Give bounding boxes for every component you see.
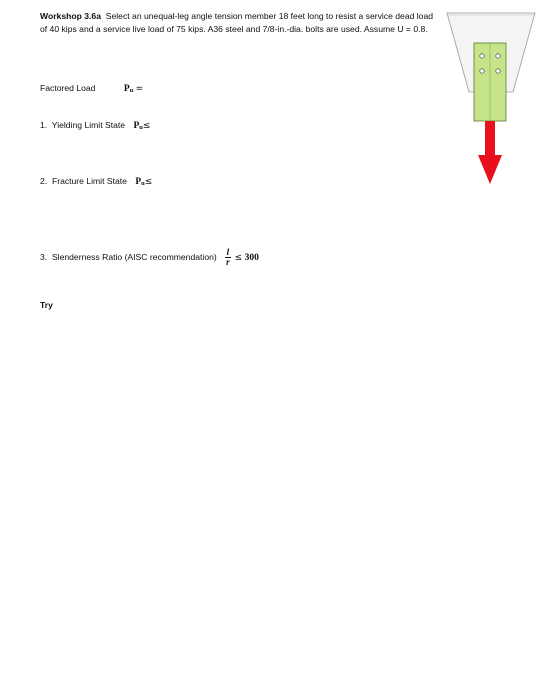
factored-load-equation (124, 84, 143, 94)
fraction-denominator: r (226, 257, 230, 267)
slenderness-limit (235, 253, 259, 263)
slenderness-fraction (225, 248, 231, 267)
pu-subscript: u (141, 180, 145, 187)
fracture-equation (135, 177, 152, 187)
bolt-hole-icon (496, 69, 500, 73)
problem-text: Select an unequal-leg angle tension member 18 feet long to resist a service dead load of 40 kips and a service live load of 75 kips. A36 steel and 7/8-in.-dia. bolts are used. Assume U = 0.8. (40, 11, 434, 35)
step-label: Slenderness Ratio (AISC recommendation) (51, 251, 217, 262)
yielding-equation (133, 121, 150, 131)
step-label: Fracture Limit State (51, 176, 127, 186)
step-slenderness (40, 248, 259, 267)
try-label: Try (40, 300, 53, 310)
step-yielding (40, 120, 150, 131)
pu-symbol: P (123, 84, 130, 94)
leq-sign: ≤ (142, 121, 151, 131)
pu-subscript: u (139, 124, 143, 131)
step-fracture (40, 176, 152, 187)
step-number: 2. (40, 176, 48, 186)
bolt-hole-icon (480, 69, 484, 73)
factored-load-label: Factored Load (40, 83, 96, 93)
pu-symbol: P (133, 121, 140, 131)
bolt-hole-icon (480, 54, 484, 58)
limit-value: 300 (244, 252, 259, 263)
load-arrow-shaft (485, 121, 495, 157)
problem-statement (40, 10, 440, 37)
step-label: Yielding Limit State (51, 120, 126, 130)
leq-sign: ≤ (144, 177, 153, 187)
pu-subscript: u (129, 87, 134, 94)
fraction-numerator: l (226, 247, 230, 257)
pu-symbol: P (135, 177, 142, 187)
equals-sign: = (135, 84, 144, 94)
angle-connection-figure (446, 12, 536, 187)
load-arrow-icon (478, 155, 502, 184)
factored-load-row (40, 83, 143, 94)
leq-sign: ≤ (234, 252, 243, 263)
step-number: 1. (40, 120, 48, 130)
step-number: 3. (40, 251, 48, 262)
bolt-hole-icon (496, 54, 500, 58)
workshop-heading: Workshop 3.6a (40, 11, 101, 21)
